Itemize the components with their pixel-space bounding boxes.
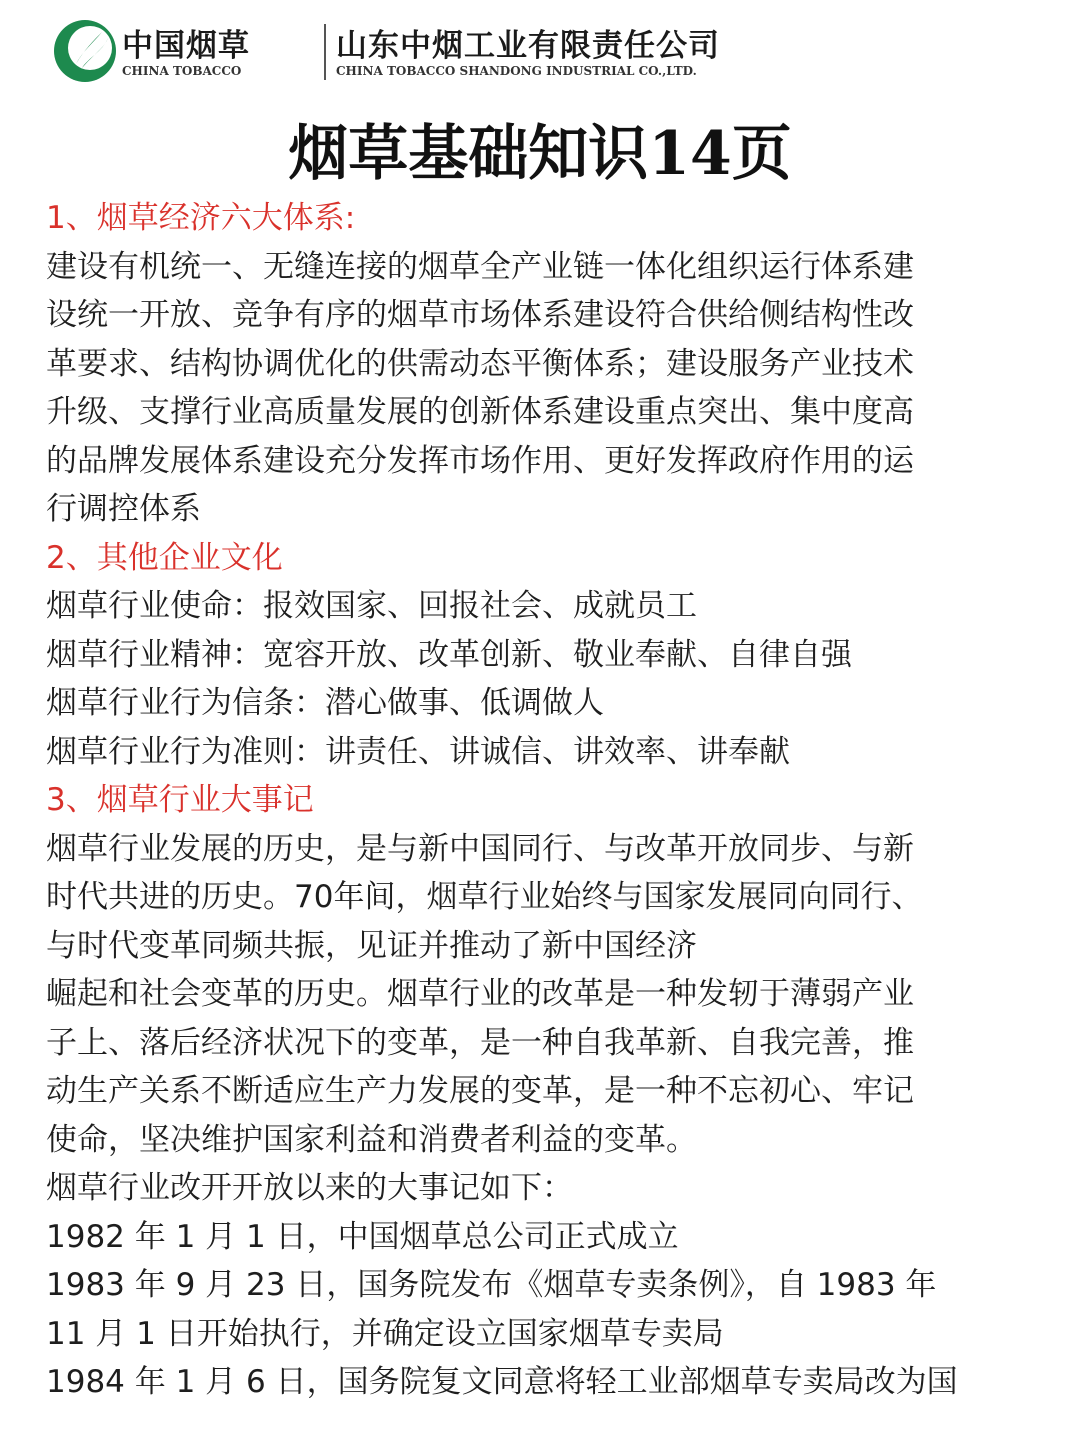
paragraph-line: 使命，坚决维护国家利益和消费者利益的变革。 bbox=[46, 1121, 697, 1158]
china-tobacco-logo-icon bbox=[52, 18, 118, 84]
section-heading: 1、烟草经济六大体系: bbox=[46, 200, 356, 236]
paragraph-line: 与时代变革同频共振，见证并推动了新中国经济 bbox=[46, 927, 697, 964]
paragraph-line: 时代共进的历史。70年间，烟草行业始终与国家发展同向同行、 bbox=[46, 879, 923, 915]
milestone-line: 1984 年 1 月 6 日，国务院复文同意将轻工业部烟草专卖局改为国 bbox=[46, 1364, 958, 1400]
section-heading: 2、其他企业文化 bbox=[46, 539, 283, 576]
paragraph-line: 升级、支撑行业高质量发展的创新体系建设重点突出、集中度高 bbox=[46, 394, 914, 430]
paragraph-line: 烟草行业发展的历史，是与新中国同行、与改革开放同步、与新 bbox=[46, 830, 914, 867]
paragraph-line: 烟草行业行为准则：讲责任、讲诚信、讲效率、讲奉献 bbox=[46, 733, 790, 770]
paragraph-line: 革要求、结构协调优化的供需动态平衡体系；建设服务产业技术 bbox=[46, 345, 914, 382]
section-economic-systems bbox=[46, 194, 1036, 534]
section-heading: 3、烟草行业大事记 bbox=[46, 782, 314, 818]
brand-name-cn: 中国烟草 bbox=[122, 28, 250, 64]
paragraph-line: 动生产关系不断适应生产力发展的变革，是一种不忘初心、牢记 bbox=[46, 1073, 914, 1109]
paragraph-line: 的品牌发展体系建设充分发挥市场作用、更好发挥政府作用的运 bbox=[46, 442, 914, 479]
company-name-en: CHINA TOBACCO SHANDONG INDUSTRIAL CO.,LTD. bbox=[336, 64, 697, 78]
section-corporate-culture bbox=[46, 534, 1036, 777]
milestone-line: 11 月 1 日开始执行，并确定设立国家烟草专卖局 bbox=[46, 1315, 724, 1352]
document-body bbox=[46, 194, 1036, 1407]
brand-name-en: CHINA TOBACCO bbox=[122, 64, 242, 78]
paragraph-line: 烟草行业行为信条：潜心做事、低调做人 bbox=[46, 685, 604, 721]
page-title: 烟草基础知识14页 bbox=[288, 119, 792, 189]
paragraph-line: 建设有机统一、无缝连接的烟草全产业链一体化组织运行体系建 bbox=[46, 248, 914, 285]
paragraph-line: 烟草行业精神：宽容开放、改革创新、敬业奉献、自律自强 bbox=[46, 636, 852, 673]
milestone-line: 1983 年 9 月 23 日，国务院发布《烟草专卖条例》，自 1983 年 bbox=[46, 1267, 937, 1303]
milestone-line: 1982 年 1 月 1 日，中国烟草总公司正式成立 bbox=[46, 1218, 679, 1255]
paragraph-line: 烟草行业使命：报效国家、回报社会、成就员工 bbox=[46, 588, 697, 624]
paragraph-line: 崛起和社会变革的历史。烟草行业的改革是一种发轫于薄弱产业 bbox=[46, 976, 914, 1012]
paragraph-line: 子上、落后经济状况下的变革，是一种自我革新、自我完善，推 bbox=[46, 1024, 914, 1061]
header bbox=[52, 14, 732, 86]
company-name-cn: 山东中烟工业有限责任公司 bbox=[336, 28, 720, 64]
paragraph-line: 烟草行业改开开放以来的大事记如下： bbox=[46, 1170, 573, 1206]
header-divider bbox=[324, 24, 326, 80]
paragraph-line: 行调控体系 bbox=[46, 491, 201, 527]
section-milestones bbox=[46, 776, 1036, 1407]
paragraph-line: 设统一开放、竞争有序的烟草市场体系建设符合供给侧结构性改 bbox=[46, 297, 914, 333]
